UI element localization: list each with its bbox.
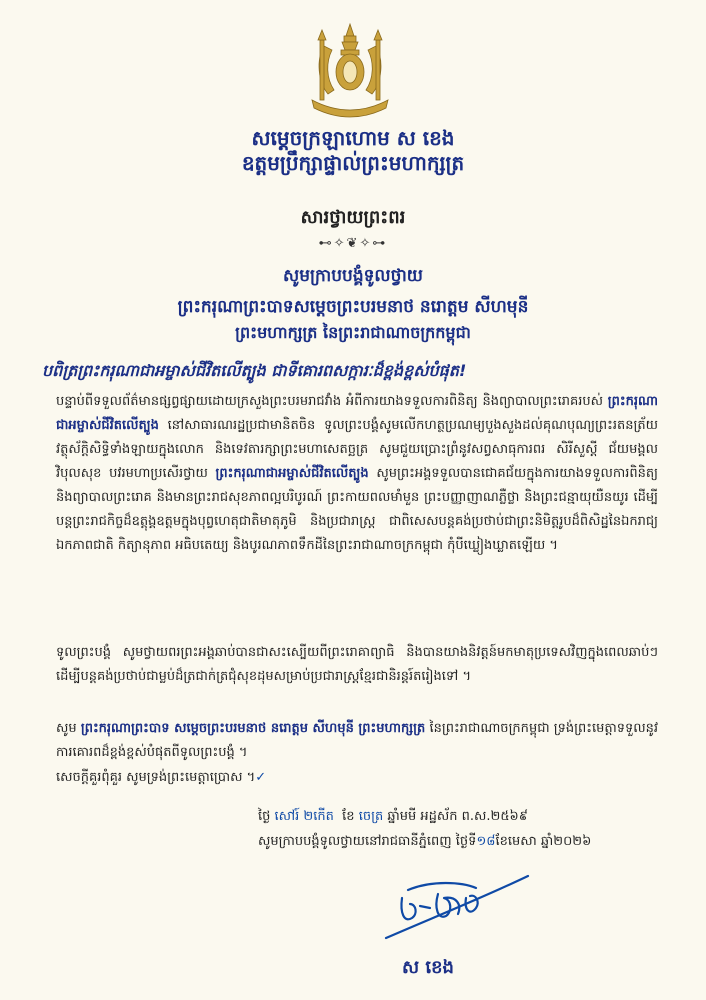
solar-date-line: [258, 832, 666, 852]
body-paragraph-2: ទូលព្រះបង្គំ សូមថ្វាយពរព្រះអង្គឆាប់បានជាសះស្បើយពីព្រះរោគាព្យាធិ និងបានយាងនិវត្តន៍មកមាតុប្រទេសវិញក្នុងពេលឆាប់ៗ ដើម្បីបន្តគង់ប្រថាប់ជាម្លប់ដ៏ត្រជាក់ត្រជុំសុខដុមសម្រាប់ប្រជារាស្ត្រខ្មែរជានិរន្តរ៍តរៀងទៅ ។: [56, 645, 658, 684]
handwritten-signature: [372, 868, 532, 948]
signatory-name: ស ខេង: [402, 957, 454, 978]
closing-line: [56, 766, 658, 790]
handwritten-check-mark: ✓: [255, 770, 267, 785]
document-type-heading: សារថ្វាយព្រះពរ: [300, 207, 406, 228]
p3-text-b: នៃព្រះរាជាណាចក្រកម្ពុជា ទ្រង់ព្រះមេត្តាទទួលនូវការគោរពដ៏ខ្ពង់ខ្ពស់បំផុតពីទូលព្រះបង្គំ ។: [56, 721, 659, 760]
royal-coat-of-arms-emblem: [298, 20, 402, 124]
p1-emphasis-1: ព្រះករុណាជាអម្ចាស់ជីវិតលើត្បូង: [56, 394, 658, 433]
solar-date-text-a: សូមក្រាបបង្គំទូលថ្វាយនៅរាជធានីភ្នំពេញ ថ្ងៃទី: [258, 834, 477, 849]
lunar-month-handwritten: ចេត្រ: [358, 809, 384, 824]
address-line-1: សូមក្រាបបង្គំទូលថ្វាយ: [283, 266, 423, 286]
sender-position: ឧត្តមប្រឹក្សាផ្ទាល់ព្រះមហាក្សត្រ: [241, 151, 465, 175]
lunar-month-label: ខែ: [342, 809, 355, 824]
lunar-day-label: ថ្ងៃ: [258, 809, 271, 824]
p1-text-b: នៅសាធារណរដ្ឋប្រជាមានិតចិន ទូលព្រះបង្គំសូមលើកហត្ថប្រណម្យបួងសួងដល់គុណបុណ្យព្រះរតនត្រ័យ វត្ថុស័ក្តិសិទ្ធិទាំងឡាយក្នុងលោក និងទេវតារក្សាព្រះមហាសេតច្ឆត្រ សូមជួយប្រោះព្រំនូវសព្វសាធុការពរ សិរីសួស្តី ជ័យមង្គល វិបុលសុខ បវរមហាប្រសើរថ្វាយ: [56, 418, 658, 481]
solar-day-handwritten: ១៨: [476, 834, 496, 849]
p1-text-c: សូមព្រះអង្គទទួលបានជោគជ័យក្នុងការយាងទទួលការពិនិត្យ និងព្យាបាលព្រះរោគ និងមានព្រះរាជសុខភាពល្អបរិបូរណ៍ ព្រះកាយពលមាំមួន ព្រះបញ្ញាញាណភ្លឺថ្លា និងព្រះជន្មាយុយឺនយូរ ដើម្បីបន្តព្រះរាជកិច្ចដ៏ឧត្តុង្គឧត្តមក្នុងបុព្វហេតុជាតិមាតុភូមិ និងប្រជារាស្ត្រ ជាពិសេសបន្តគង់ប្រថាប់ជាព្រះនិមិត្តរូបដ៏ពិសិដ្ឋនៃឯករាជ្យ ឯកភាពជាតិ កិត្យានុភាព អធិបតេយ្យ និងបូរណភាពទឹកដីនៃព្រះរាជាណាចក្រកម្ពុជា កុំបីឃ្លៀងឃ្លាតឡើយ ។: [56, 466, 658, 553]
p3-emphasis: ព្រះករុណាព្រះបាទ សម្តេចព្រះបរមនាថ នរោត្តម សីហមុនី ព្រះមហាក្សត្រ: [80, 721, 426, 736]
solar-date-text-b: ខែមេសា ឆ្នាំ២០២៦: [495, 834, 592, 849]
p1-text-a: បន្ទាប់ពីទទួលព័ត៌មានផ្សព្វផ្សាយដោយក្រសួងព្រះបរមរាជវាំង អំពីការយាងទទួលការពិនិត្យ និងព្យាបាលព្រះរោគរបស់: [56, 394, 608, 409]
body-paragraph-1: [56, 390, 658, 558]
address-line-2: ព្រះករុណាព្រះបាទសម្តេចព្រះបរមនាថ នរោត្តម សីហមុនី: [177, 297, 529, 317]
salutation: បពិត្រព្រះករុណាជាអម្ចាស់ជីវិតលើត្បូង ជាទីគោរពសក្ការៈដ៏ខ្ពង់ខ្ពស់បំផុត!: [42, 361, 467, 380]
p1-emphasis-2: ព្រះករុណាជាអម្ចាស់ជីវិតលើត្បូង: [215, 466, 369, 481]
sender-title: សម្តេចក្រឡាហោម ស ខេង: [251, 126, 455, 150]
p3-text-a: សូម: [56, 721, 81, 736]
lunar-date-line: [258, 807, 666, 827]
closing-text: សេចក្តីគួរពុំគួរ សូមទ្រង់ព្រះមេត្តាប្រោស ។: [56, 770, 256, 785]
body-paragraph-3: [56, 717, 658, 765]
ornament-divider: ⊷✧❦✧⊶: [318, 236, 388, 251]
address-line-3: ព្រះមហាក្សត្រ នៃព្រះរាជាណាចក្រកម្ពុជា: [235, 323, 471, 342]
lunar-day-handwritten: សៅរ៍ ២កើត: [274, 809, 334, 824]
lunar-year-text: ឆ្នាំមមី អដ្ឋស័ក ព.ស.២៥៦៩: [387, 809, 528, 824]
